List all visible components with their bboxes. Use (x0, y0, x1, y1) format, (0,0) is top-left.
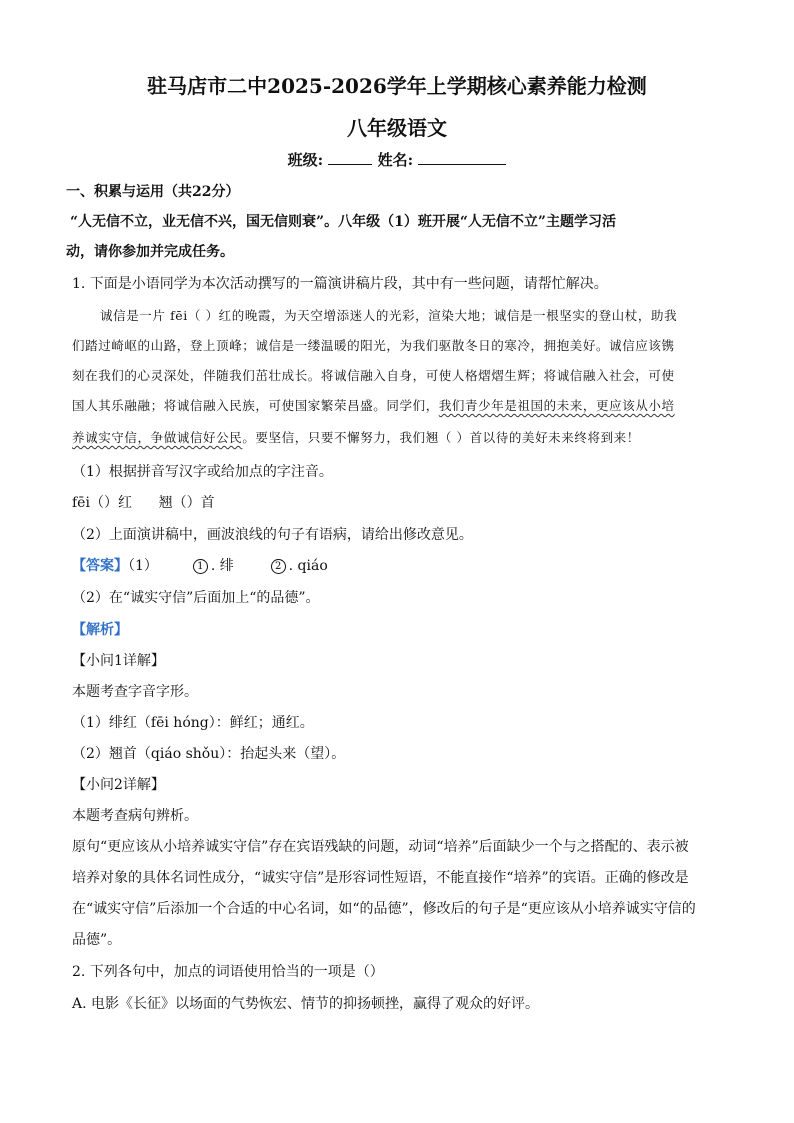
q1-sub1: （1）根据拼音写汉字或给加点的字注音。 (72, 464, 333, 480)
q1-prompt: 1. 下面是小语同学为本次活动撰写的一篇演讲稿片段，其中有一些问题，请帮忙解决。 (72, 276, 608, 292)
q2-option-a[interactable]: A. 电影《长征》以场面的气势恢宏、情节的抑扬顿挫，赢得了观众的好评。 (72, 996, 540, 1012)
section-intro-line-1: “人无信不立，业无信不兴，国无信则衰”。八年级（1）班开展“人无信不立”主题学习活 (70, 214, 616, 230)
speech-line-5: 养诚实守信，争做诚信好公民。要坚信，只要不懈努力，我们翘（ ）首以待的美好未来终将到来！ (72, 430, 640, 445)
name-blank[interactable] (418, 150, 506, 165)
q1-sub1-items: fēi（）红 翘（）首 (72, 495, 215, 511)
detail1-line-2: （1）绯红（fēi hóng）：鲜红；通红。 (72, 715, 314, 731)
student-info-row (0, 150, 794, 170)
detail1-head: 【小问1详解】 (72, 653, 165, 669)
circled-number-2: 2 (271, 559, 286, 574)
detail1-line-3: （2）翘首（qiáo shǒu）：抬起头来（望）。 (72, 746, 346, 762)
exam-subtitle: 八年级语文 (347, 116, 447, 140)
q1-sub2: （2）上面演讲稿中，画波浪线的句子有语病，请给出修改意见。 (72, 527, 473, 543)
detail2-line-4: 在“诚实守信”后添加一个合适的中心名词，如“的品德”，修改后的句子是“更应该从小培养诚实守信的 (72, 901, 696, 917)
wavy-sentence-part-2: 养诚实守信，争做诚信好公民 (72, 430, 243, 445)
answer-part-2: （2）在“诚实守信”后面加上“的品德”。 (72, 590, 320, 606)
speech-line-4: 国人其乐融融；将诚信融入民族，可使国家繁荣昌盛。同学们，我们青少年是祖国的未来，更应该从小培 (72, 398, 675, 413)
class-blank[interactable] (328, 150, 372, 165)
speech-line-2: 们踏过崎岖的山路，登上顶峰；诚信是一缕温暖的阳光，为我们驱散冬日的寒冷，拥抱美好。诚信应该镌 (72, 338, 675, 353)
circled-number-1: 1 (193, 559, 208, 574)
wavy-sentence-part-1: 我们青少年是祖国的未来，更应该从小培 (438, 398, 675, 413)
detail2-head: 【小问2详解】 (72, 777, 165, 793)
class-label: 班级: (287, 151, 324, 169)
section-heading: 一、积累与运用（共22分） (66, 184, 240, 200)
exam-title: 驻马店市二中2025-2026学年上学期核心素养能力检测 (147, 74, 647, 98)
section-intro-line-2: 动，请你参加并完成任务。 (66, 244, 234, 260)
speech-line-3: 刻在我们的心灵深处，伴随我们茁壮成长。将诚信融入自身，可使人格熠熠生辉；将诚信融入社会，可使 (72, 368, 675, 383)
detail2-line-1: 本题考查病句辨析。 (72, 808, 198, 824)
analysis-label: 【解析】 (72, 622, 128, 638)
answer-label: 【答案】 (72, 558, 128, 574)
detail2-line-2: 原句“更应该从小培养诚实守信”存在宾语残缺的问题，动词“培养”后面缺少一个与之搭配的、表示被 (72, 839, 689, 855)
detail2-line-3: 培养对象的具体名词性成分，“诚实守信”是形容词性短语，不能直接作“培养”的宾语。正确的修改是 (72, 870, 689, 886)
detail2-line-5: 品德”。 (72, 932, 122, 948)
name-label: 姓名: (377, 151, 414, 169)
answer-row: 【答案】（1） 1 . 绯 2 . qiáo (72, 558, 328, 574)
q2-prompt: 2. 下列各句中，加点的词语使用恰当的一项是（） (72, 964, 384, 980)
detail1-line-1: 本题考查字音字形。 (72, 684, 198, 700)
speech-line-1: 诚信是一片 fēi（ ）红的晚霞，为天空增添迷人的光彩，渲染大地；诚信是一根坚实的登山杖，助我 (100, 308, 678, 323)
